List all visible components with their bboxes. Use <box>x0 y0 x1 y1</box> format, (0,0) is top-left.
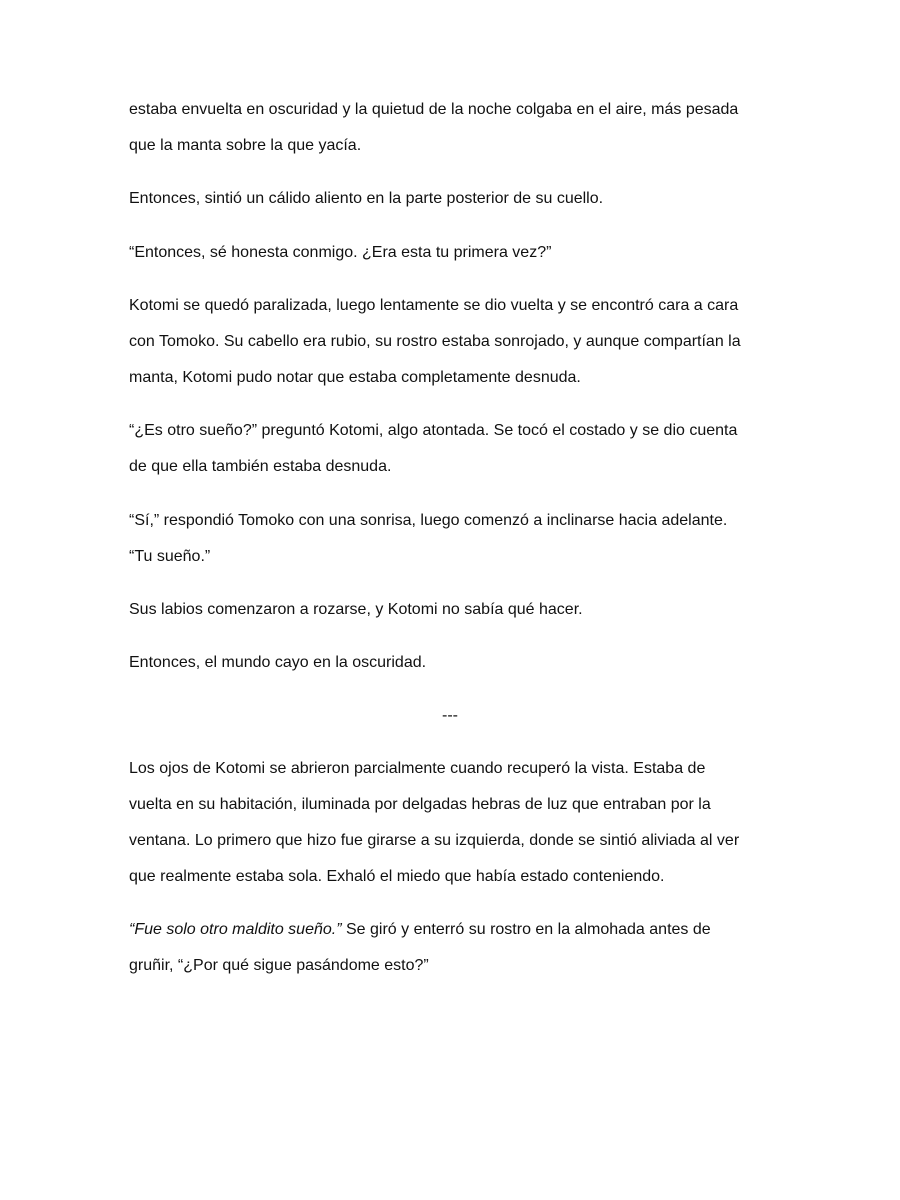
text-line: vuelta en su habitación, iluminada por delgadas hebras de luz que entraban por la <box>129 796 711 813</box>
paragraph-6 <box>129 503 779 575</box>
text-line: manta, Kotomi pudo notar que estaba completamente desnuda. <box>129 369 581 386</box>
paragraph-1 <box>129 92 779 164</box>
text-line: de que ella también estaba desnuda. <box>129 458 392 475</box>
text-line: “¿Es otro sueño?” preguntó Kotomi, algo atontada. Se tocó el costado y se dio cuenta <box>129 422 738 439</box>
paragraph-4 <box>129 288 779 396</box>
paragraph-10 <box>129 912 779 984</box>
text-line: que realmente estaba sola. Exhaló el miedo que había estado conteniendo. <box>129 868 665 885</box>
text-line <box>129 912 779 948</box>
paragraph-7 <box>129 592 779 628</box>
text-line: con Tomoko. Su cabello era rubio, su rostro estaba sonrojado, y aunque compartían la <box>129 333 741 350</box>
text-line: estaba envuelta en oscuridad y la quietud de la noche colgaba en el aire, más pesada <box>129 101 739 118</box>
text-line: gruñir, “¿Por qué sigue pasándome esto?” <box>129 957 429 974</box>
text-fragment: Se giró y enterró su rostro en la almohada antes de <box>341 921 711 938</box>
paragraph-9 <box>129 751 779 895</box>
text-line: Los ojos de Kotomi se abrieron parcialmente cuando recuperó la vista. Estaba de <box>129 760 706 777</box>
text-line: que la manta sobre la que yacía. <box>129 137 362 154</box>
text-line: Sus labios comenzaron a rozarse, y Kotomi no sabía qué hacer. <box>129 601 583 618</box>
text-line: Entonces, sintió un cálido aliento en la parte posterior de su cuello. <box>129 190 604 207</box>
separator-text: --- <box>442 707 458 724</box>
text-line: Kotomi se quedó paralizada, luego lentamente se dio vuelta y se encontró cara a cara <box>129 297 739 314</box>
text-line: “Entonces, sé honesta conmigo. ¿Era esta tu primera vez?” <box>129 244 552 261</box>
text-line: “Sí,” respondió Tomoko con una sonrisa, luego comenzó a inclinarse hacia adelante. <box>129 512 728 529</box>
italic-thought: “Fue solo otro maldito sueño.” <box>129 921 342 938</box>
text-line: ventana. Lo primero que hizo fue girarse a su izquierda, donde se sintió aliviada al ver <box>129 832 740 849</box>
paragraph-5 <box>129 413 779 485</box>
scene-separator <box>0 698 900 734</box>
text-line: “Tu sueño.” <box>129 548 211 565</box>
paragraph-2 <box>129 181 779 217</box>
paragraph-3 <box>129 235 779 271</box>
paragraph-8 <box>129 645 779 681</box>
text-line: Entonces, el mundo cayo en la oscuridad. <box>129 654 427 671</box>
